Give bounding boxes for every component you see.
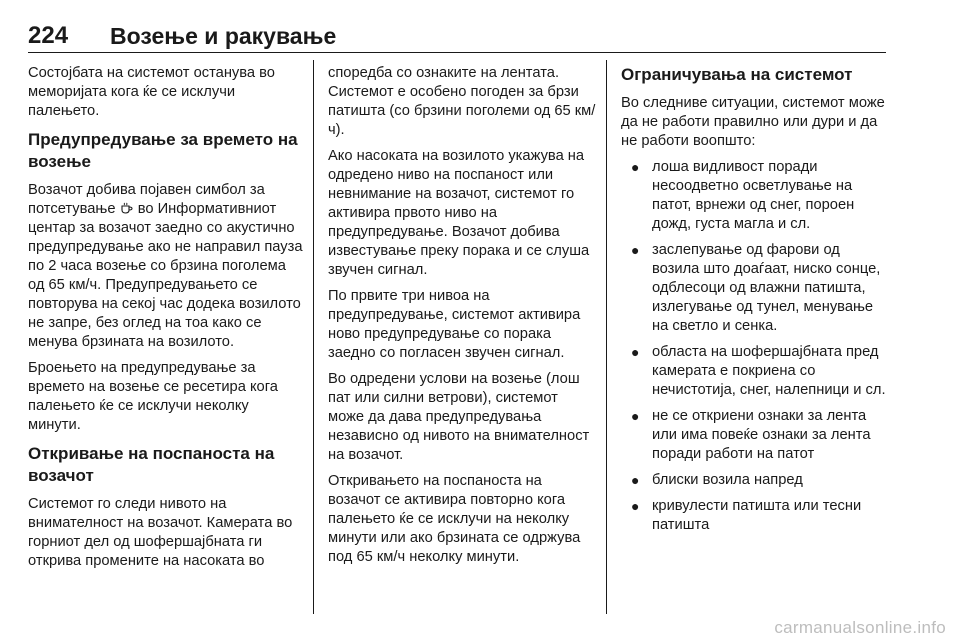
paragraph: Состојбата на системот останува во меморијата кога ќе се исклучи палењето.	[28, 65, 275, 119]
list-item	[621, 158, 889, 234]
column-1	[28, 64, 303, 578]
paragraph	[28, 181, 303, 352]
paragraph: Во одредени услови на возење (лош пат или силни ветрови), системот може да дава предупредувања независно од нивото на внимателност на возачот.	[328, 371, 590, 463]
paragraph: споредба со ознаките на лентата. Системот е особено погоден за брзи патишта (со брзини поголеми од 65 км/ч).	[328, 65, 596, 138]
list-item-text: не се откриени ознаки за лента или има повеќе ознаки за лента поради работи на патот	[652, 408, 871, 462]
list-item-text: кривулести патишта или тесни патишта	[652, 498, 862, 533]
paragraph: Во следниве ситуации, системот може да не работи правилно или дури и да не работи воопшто:	[621, 95, 885, 149]
paragraph: Откривањето на поспаноста на возачот се активира повторно кога палењето ќе се исклучи на неколку минути или ако брзината се одржува под 65 км/ч неколку минути.	[328, 473, 581, 565]
page-number: 224	[28, 22, 69, 49]
bullet: ●	[631, 344, 640, 360]
coffee-cup-icon	[120, 202, 134, 214]
text-span: во Информативниот центар за возачот заедно со акустично предупредување ако не направил пауза по 2 часа возење со брзина поголема од 65 км/ч. Предупредувањето се повторува на секој час додека возилото не запре, без оглед на тоа како се менува брзината на возилото.	[28, 201, 303, 350]
limitations-list	[621, 158, 889, 535]
paragraph: Ако насоката на возилото укажува на одредено ниво на поспаност или невнимание на возачот, системот го активира првото ниво на предупредување. Возачот добива известување преку порака и се слуша звучен сигнал.	[328, 148, 590, 278]
paragraph: Системот го следи нивото на внимателност на возачот. Камерата во горниот дел од шофершајбната ги открива промените на насоката во	[28, 496, 293, 569]
paragraph: По првите три нивоа на предупредување, системот активира ново предупредување со порака заедно со погласен звучен сигнал.	[328, 288, 581, 361]
text-span: Возачот добива појавен симбол за потсетување	[28, 182, 265, 217]
bullet: ●	[631, 498, 640, 514]
chapter-title: Возење и ракување	[110, 23, 337, 49]
bullet: ●	[631, 408, 640, 424]
list-item	[621, 497, 889, 535]
column-2	[328, 64, 596, 574]
list-item-text: лоша видливост поради несоодветно осветлување на патот, врнежи од снег, пороен дожд, густа магла и сл.	[652, 159, 855, 232]
section-heading-drowsiness: Откривање на поспаноста на возачот	[28, 444, 275, 485]
bullet: ●	[631, 242, 640, 258]
list-item	[621, 241, 889, 336]
list-item-text: блиски возила напред	[652, 472, 803, 488]
header-rule	[28, 52, 886, 53]
paragraph: Броењето на предупредување за времето на возење се ресетира кога палењето ќе се исклучи неколку минути.	[28, 360, 278, 433]
watermark: carmanualsonline.info	[774, 618, 946, 637]
list-item	[621, 407, 889, 464]
list-item	[621, 343, 889, 400]
section-heading-driving-time: Предупредување за времето на возење	[28, 130, 298, 171]
list-item-text: областа на шофершајбната пред камерата е покриена со нечистотија, снег, налепници и сл.	[652, 344, 886, 398]
section-heading-limitations: Ограничувања на системот	[621, 65, 853, 84]
list-item-text: заслепување од фарови од возила што доаѓаат, ниско сонце, одблесоци од влажни патишта, излегување од тунел, менување на светло и сенка.	[652, 242, 881, 334]
bullet: ●	[631, 472, 640, 488]
list-item	[621, 471, 889, 490]
bullet: ●	[631, 159, 640, 175]
column-divider-1	[313, 60, 314, 614]
column-3	[621, 64, 889, 542]
page-header	[28, 22, 888, 52]
column-divider-2	[606, 60, 607, 614]
